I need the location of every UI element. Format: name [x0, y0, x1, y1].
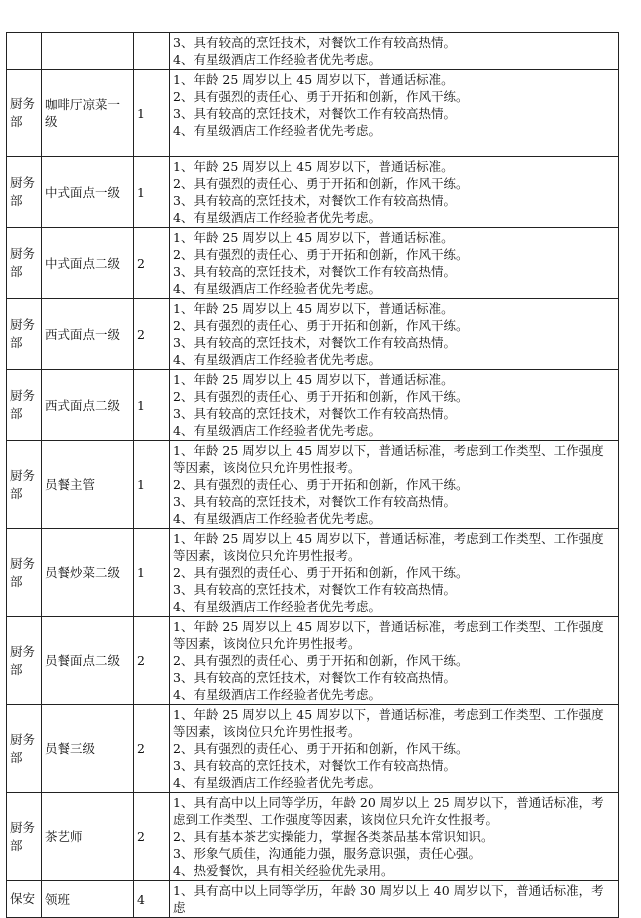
requirement-line: 4、有星级酒店工作经验者优先考虑。	[173, 52, 381, 67]
position-cell: 茶艺师	[42, 793, 134, 881]
table-row	[7, 617, 619, 705]
headcount-cell: 2	[134, 299, 170, 370]
requirement-line: 3、具有较高的烹饪技术，对餐饮工作有较高热情。	[173, 106, 456, 121]
requirement-line: 4、有星级酒店工作经验者优先考虑。	[173, 511, 381, 526]
department-cell: 厨务部	[7, 705, 42, 793]
requirement-line: 3、具有较高的烹饪技术，对餐饮工作有较高热情。	[173, 494, 456, 509]
position-cell: 员餐面点二级	[42, 617, 134, 705]
table-row	[7, 33, 619, 70]
requirement-line: 1、年龄 25 周岁以上 45 周岁以下，普通话标准。	[173, 159, 454, 174]
requirements-cell	[170, 299, 619, 370]
headcount-cell: 2	[134, 793, 170, 881]
table-row	[7, 228, 619, 299]
headcount-cell: 4	[134, 881, 170, 918]
table-row	[7, 881, 619, 918]
headcount-cell: 1	[134, 157, 170, 228]
requirement-line: 3、具有较高的烹饪技术，对餐饮工作有较高热情。	[173, 758, 456, 773]
requirement-line: 2、具有强烈的责任心、勇于开拓和创新，作风干练。	[173, 653, 469, 668]
requirements-cell	[170, 617, 619, 705]
requirements-cell	[170, 705, 619, 793]
requirement-line: 1、年龄 25 周岁以上 45 周岁以下，普通话标准。	[173, 230, 454, 245]
department-cell: 厨务部	[7, 441, 42, 529]
requirement-line: 3、具有较高的烹饪技术，对餐饮工作有较高热情。	[173, 670, 456, 685]
requirements-cell	[170, 70, 619, 157]
requirement-line: 1、年龄 25 周岁以上 45 周岁以下，普通话标准，考虑到工作类型、工作强度等因素，该岗位只允许男性报考。	[173, 707, 604, 739]
requirement-line: 2、具有强烈的责任心、勇于开拓和创新，作风干练。	[173, 318, 469, 333]
requirement-line: 1、年龄 25 周岁以上 45 周岁以下，普通话标准，考虑到工作类型、工作强度等因素，该岗位只允许男性报考。	[173, 531, 604, 563]
requirement-line: 1、年龄 25 周岁以上 45 周岁以下，普通话标准。	[173, 72, 454, 87]
position-cell	[42, 33, 134, 70]
requirement-line: 1、具有高中以上同等学历，年龄 30 周岁以上 40 周岁以下，普通话标准，考虑	[173, 883, 604, 915]
requirements-cell	[170, 228, 619, 299]
department-cell: 厨务部	[7, 157, 42, 228]
requirement-line: 3、具有较高的烹饪技术，对餐饮工作有较高热情。	[173, 193, 456, 208]
recruitment-table	[6, 32, 619, 918]
requirement-line: 2、具有强烈的责任心、勇于开拓和创新，作风干练。	[173, 176, 469, 191]
headcount-cell	[134, 33, 170, 70]
requirements-cell	[170, 157, 619, 228]
table-row	[7, 370, 619, 441]
requirement-line: 2、具有强烈的责任心、勇于开拓和创新，作风干练。	[173, 565, 469, 580]
position-cell: 中式面点二级	[42, 228, 134, 299]
department-cell: 厨务部	[7, 529, 42, 617]
department-cell	[7, 33, 42, 70]
requirement-line: 1、年龄 25 周岁以上 45 周岁以下，普通话标准。	[173, 372, 454, 387]
requirement-line: 2、具有强烈的责任心、勇于开拓和创新，作风干练。	[173, 389, 469, 404]
department-cell: 厨务部	[7, 793, 42, 881]
requirement-line: 1、具有高中以上同等学历，年龄 20 周岁以上 25 周岁以下，普通话标准，考虑到工作类型、工作强度等因素，该岗位只允许女性报考。	[173, 795, 604, 827]
requirement-line: 3、形象气质佳，沟通能力强，服务意识强，责任心强。	[173, 846, 481, 861]
position-cell: 西式面点一级	[42, 299, 134, 370]
requirement-line: 3、具有较高的烹饪技术，对餐饮工作有较高热情。	[173, 335, 456, 350]
requirements-cell	[170, 370, 619, 441]
requirement-line: 4、有星级酒店工作经验者优先考虑。	[173, 599, 381, 614]
headcount-cell: 2	[134, 228, 170, 299]
position-cell: 员餐主管	[42, 441, 134, 529]
table-row	[7, 793, 619, 881]
requirement-line: 4、有星级酒店工作经验者优先考虑。	[173, 423, 381, 438]
department-cell: 厨务部	[7, 228, 42, 299]
table-row	[7, 529, 619, 617]
headcount-cell: 1	[134, 70, 170, 157]
department-cell: 厨务部	[7, 70, 42, 157]
table-row	[7, 299, 619, 370]
requirement-line: 2、具有强烈的责任心、勇于开拓和创新，作风干练。	[173, 89, 469, 104]
requirements-cell	[170, 441, 619, 529]
requirements-cell	[170, 529, 619, 617]
requirement-line: 1、年龄 25 周岁以上 45 周岁以下，普通话标准。	[173, 301, 454, 316]
headcount-cell: 2	[134, 617, 170, 705]
requirement-line: 4、有星级酒店工作经验者优先考虑。	[173, 123, 381, 138]
position-cell: 员餐炒菜二级	[42, 529, 134, 617]
requirements-cell	[170, 33, 619, 70]
table-row	[7, 705, 619, 793]
requirement-line: 3、具有较高的烹饪技术，对餐饮工作有较高热情。	[173, 406, 456, 421]
requirement-line: 4、有星级酒店工作经验者优先考虑。	[173, 352, 381, 367]
requirements-cell	[170, 881, 619, 918]
position-cell: 领班	[42, 881, 134, 918]
requirement-line: 4、有星级酒店工作经验者优先考虑。	[173, 687, 381, 702]
requirement-line: 2、具有强烈的责任心、勇于开拓和创新，作风干练。	[173, 247, 469, 262]
department-cell: 保安	[7, 881, 42, 918]
headcount-cell: 1	[134, 441, 170, 529]
position-cell: 西式面点二级	[42, 370, 134, 441]
table-body	[7, 33, 619, 918]
requirement-line: 2、具有基本茶艺实操能力，掌握各类茶品基本常识知识。	[173, 829, 494, 844]
requirement-line: 4、热爱餐饮，具有相关经验优先录用。	[173, 863, 394, 878]
requirement-line: 2、具有强烈的责任心、勇于开拓和创新，作风干练。	[173, 477, 469, 492]
requirement-line: 3、具有较高的烹饪技术，对餐饮工作有较高热情。	[173, 264, 456, 279]
position-cell: 员餐三级	[42, 705, 134, 793]
requirement-line: 1、年龄 25 周岁以上 45 周岁以下，普通话标准，考虑到工作类型、工作强度等因素，该岗位只允许男性报考。	[173, 443, 604, 475]
table-row	[7, 441, 619, 529]
headcount-cell: 1	[134, 370, 170, 441]
requirement-line: 4、有星级酒店工作经验者优先考虑。	[173, 281, 381, 296]
requirements-cell	[170, 793, 619, 881]
requirement-line: 1、年龄 25 周岁以上 45 周岁以下，普通话标准，考虑到工作类型、工作强度等因素，该岗位只允许男性报考。	[173, 619, 604, 651]
requirement-line: 2、具有强烈的责任心、勇于开拓和创新，作风干练。	[173, 741, 469, 756]
table-row	[7, 70, 619, 157]
requirement-line: 4、有星级酒店工作经验者优先考虑。	[173, 210, 381, 225]
table-row	[7, 157, 619, 228]
department-cell: 厨务部	[7, 299, 42, 370]
requirement-line: 3、具有较高的烹饪技术，对餐饮工作有较高热情。	[173, 35, 456, 50]
position-cell: 咖啡厅凉菜一级	[42, 70, 134, 157]
department-cell: 厨务部	[7, 617, 42, 705]
headcount-cell: 2	[134, 705, 170, 793]
department-cell: 厨务部	[7, 370, 42, 441]
position-cell: 中式面点一级	[42, 157, 134, 228]
requirement-line: 4、有星级酒店工作经验者优先考虑。	[173, 775, 381, 790]
requirement-line: 3、具有较高的烹饪技术，对餐饮工作有较高热情。	[173, 582, 456, 597]
headcount-cell: 1	[134, 529, 170, 617]
